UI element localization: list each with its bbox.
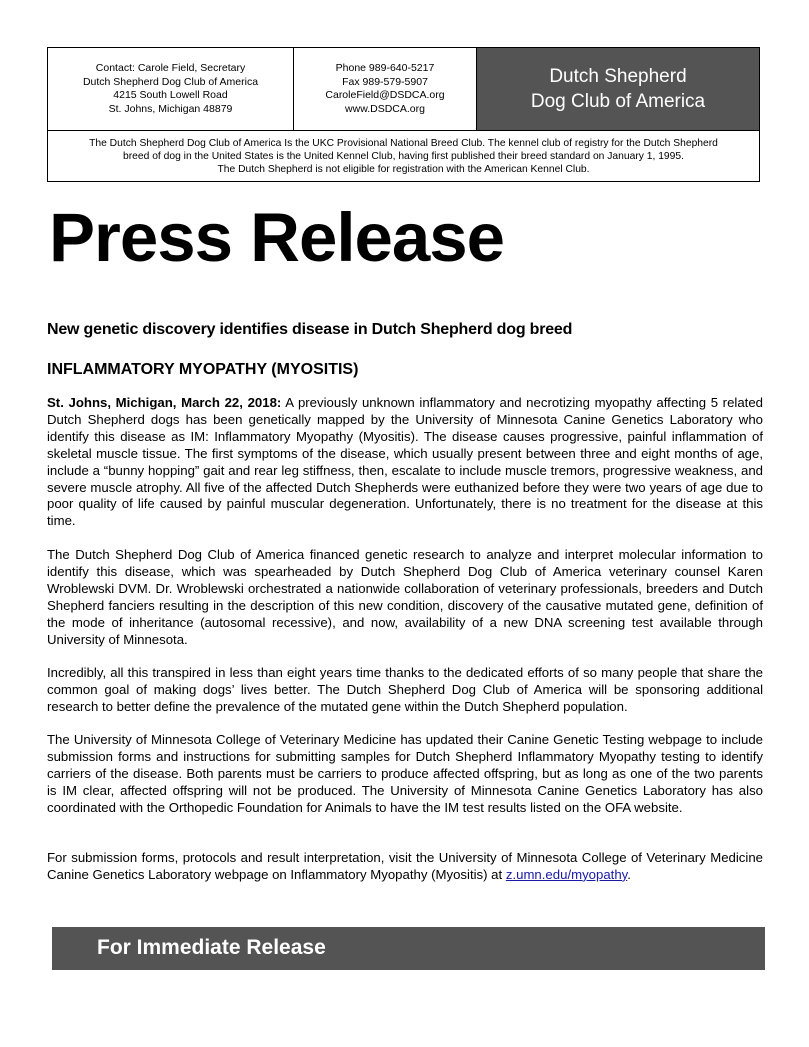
registry-info-line: The Dutch Shepherd Dog Club of America Is the UKC Provisional National Breed Club. The kennel club of registry for the Dutch Shepherd bbox=[89, 138, 718, 149]
phone-number: Phone 989-640-5217 bbox=[335, 62, 435, 74]
paragraph-4: The University of Minnesota College of Veterinary Medicine has updated their Canine Genetic Testing webpage to include submission forms and instructions for submitting samples for Dutch Shepherd Inflammatory Myopathy testing to identify carriers of the disease. Both parents must be carriers to produce affected offspring, but as long as one of the two parents is IM clear, affected offspring will not be produced. The University of Minnesota Canine Genetics Laboratory has also coordinated with the Orthopedic Foundation for Animals to have the IM test results listed on the OFA website. bbox=[47, 732, 763, 815]
paragraph-1 bbox=[47, 395, 763, 530]
page-title: Press Release bbox=[49, 199, 505, 276]
contact-line: Dutch Shepherd Dog Club of America bbox=[82, 75, 259, 88]
registry-info-line: The Dutch Shepherd is not eligible for registration with the American Kennel Club. bbox=[217, 164, 590, 175]
registry-info bbox=[48, 131, 759, 181]
footer-label: For Immediate Release bbox=[97, 936, 326, 959]
club-name-block bbox=[477, 48, 759, 130]
paragraph-5 bbox=[47, 850, 763, 884]
website-address[interactable]: www.DSDCA.org bbox=[345, 102, 425, 115]
phone-block bbox=[294, 48, 477, 130]
paragraph-5-body: For submission forms, protocols and result interpretation, visit the University of Minnesota College of Veterinary Medicine Canine Genetics Laboratory webpage on Inflammatory Myopathy (Myositis) at bbox=[47, 850, 763, 882]
myopathy-link[interactable]: z.umn.edu/myopathy bbox=[505, 866, 628, 882]
letterhead-top-row bbox=[48, 48, 759, 131]
contact-line: 4215 South Lowell Road bbox=[113, 89, 228, 101]
paragraph-3: Incredibly, all this transpired in less than eight years time thanks to the dedicated efforts of so many people that share the common goal of making dogs’ lives better. The Dutch Shepherd Dog Club of America will be sponsoring additional research to better define the prevalence of the mutated gene within the Dutch Shepherd population. bbox=[47, 665, 763, 714]
headline: New genetic discovery identifies disease in Dutch Shepherd dog breed bbox=[47, 321, 573, 338]
contact-block bbox=[48, 48, 294, 130]
contact-line: St. Johns, Michigan 48879 bbox=[108, 102, 233, 115]
email-address[interactable]: CaroleField@DSDCA.org bbox=[325, 89, 445, 101]
footer-banner bbox=[52, 927, 765, 970]
registry-info-line: breed of dog in the United States is the United Kennel Club, having first published their breed standard on January 1, 1995. bbox=[123, 151, 684, 162]
club-name-line-1: Dutch Shepherd bbox=[549, 66, 687, 87]
letterhead bbox=[47, 47, 760, 182]
paragraph-2: The Dutch Shepherd Dog Club of America financed genetic research to analyze and interpret molecular information to identify this disease, which was spearheaded by Dutch Shepherd Dog Club of America veterinary counsel Karen Wroblewski DVM. Dr. Wroblewski orchestrated a nationwide collaboration of veterinary professionals, breeders and Dutch Shepherd fanciers resulting in the description of this new condition, discovery of the causative mutated gene, definition of the mode of inheritance (autosomal recessive), and now, availability of a new DNA screening test available through University of Minnesota. bbox=[47, 547, 763, 647]
paragraph-1-body: A previously unknown inflammatory and necrotizing myopathy affecting 5 related Dutch Shepherd dogs has been genetically mapped by the University of Minnesota Canine Genetics Laboratory who identify this disease as IM: Inflammatory Myopathy (Myositis). The disease causes progressive, painful inflammation of skeletal muscle tissue. The first symptoms of the disease, which usually present between three and eight months of age, include a “bunny hopping” gait and rear leg stiffness, then, escalate to include muscle tremors, progressive weakness, and severe muscle atrophy. All five of the affected Dutch Shepherds were euthanized before they were two years of age due to poor quality of life caused by painful muscular degeneration. Unfortunately, there is no treatment for the disease at this time. bbox=[47, 395, 763, 529]
fax-number: Fax 989-579-5907 bbox=[342, 75, 428, 88]
subheading: INFLAMMATORY MYOPATHY (MYOSITIS) bbox=[47, 361, 359, 378]
club-name-line-2: Dog Club of America bbox=[530, 91, 706, 112]
paragraph-5-end: . bbox=[627, 866, 631, 882]
dateline: St. Johns, Michigan, March 22, 2018: bbox=[47, 395, 282, 410]
contact-line: Contact: Carole Field, Secretary bbox=[95, 62, 246, 74]
